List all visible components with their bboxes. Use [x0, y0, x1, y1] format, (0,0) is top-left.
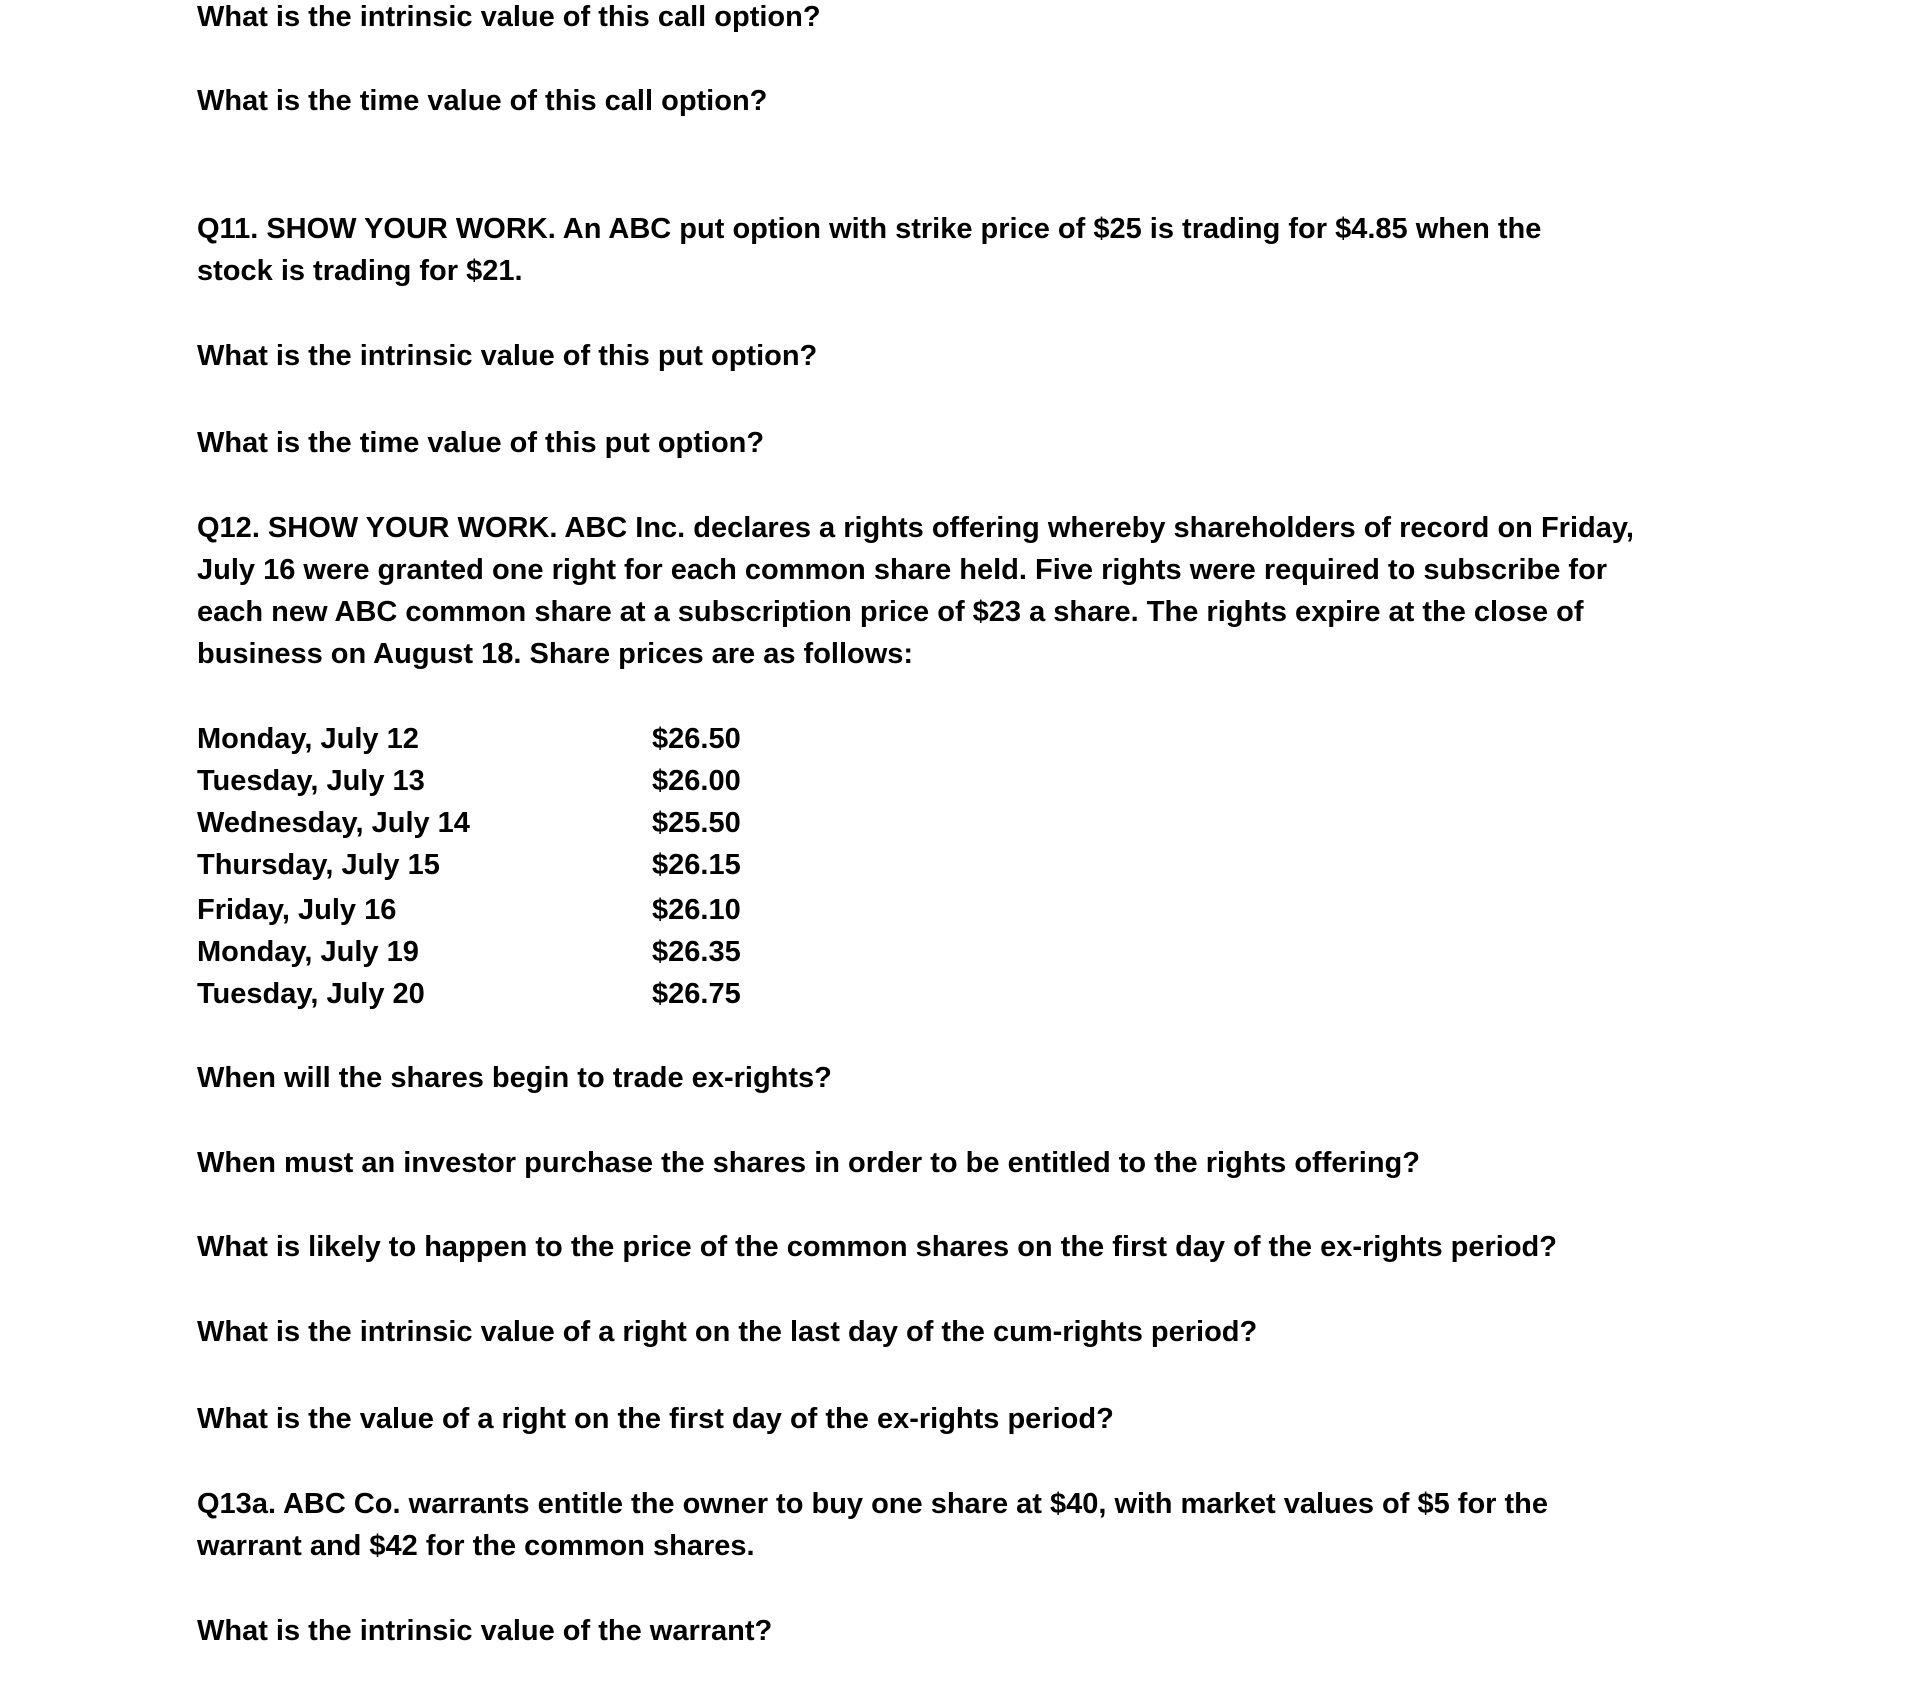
- price-date: Monday, July 12: [197, 723, 419, 755]
- q11-prompt-line-1: Q11. SHOW YOUR WORK. An ABC put option with strike price of $25 is trading for $4.85 when the: [197, 213, 1542, 245]
- q13a-prompt-line-1: Q13a. ABC Co. warrants entitle the owner to buy one share at $40, with market values of $5 for the: [197, 1488, 1549, 1520]
- q10-intrinsic-question: What is the intrinsic value of this call option?: [197, 1, 821, 33]
- q10-time-question: What is the time value of this call option?: [197, 85, 768, 117]
- q12-prompt-line-4: business on August 18. Share prices are as follows:: [197, 638, 914, 670]
- price-value: $25.50: [652, 807, 741, 839]
- price-date: Tuesday, July 13: [197, 765, 425, 797]
- price-value: $26.00: [652, 765, 741, 797]
- price-value: $26.10: [652, 894, 741, 926]
- price-date: Monday, July 19: [197, 936, 419, 968]
- q11-prompt-line-2: stock is trading for $21.: [197, 255, 523, 287]
- price-value: $26.50: [652, 723, 741, 755]
- q12-question-ex-rights-value: What is the value of a right on the first day of the ex-rights period?: [197, 1403, 1114, 1435]
- q13a-prompt-line-2: warrant and $42 for the common shares.: [197, 1530, 755, 1562]
- price-value: $26.15: [652, 849, 741, 881]
- q12-prompt-line-3: each new ABC common share at a subscription price of $23 a share. The rights expire at the close of: [197, 596, 1584, 628]
- q11-intrinsic-question: What is the intrinsic value of this put option?: [197, 340, 818, 372]
- q12-prompt-line-1: Q12. SHOW YOUR WORK. ABC Inc. declares a rights offering whereby shareholders of record on Friday,: [197, 512, 1634, 544]
- q12-question-cum-rights-value: What is the intrinsic value of a right on the last day of the cum-rights period?: [197, 1316, 1258, 1348]
- q12-prompt-line-2: July 16 were granted one right for each common share held. Five rights were required to subscribe for: [197, 554, 1608, 586]
- price-value: $26.75: [652, 978, 741, 1010]
- price-date: Thursday, July 15: [197, 849, 440, 881]
- q12-question-ex-rights-start: When will the shares begin to trade ex-rights?: [197, 1062, 832, 1094]
- q12-question-purchase-deadline: When must an investor purchase the shares in order to be entitled to the rights offering?: [197, 1147, 1420, 1179]
- q13a-intrinsic-question: What is the intrinsic value of the warrant?: [197, 1615, 773, 1647]
- price-date: Wednesday, July 14: [197, 807, 470, 839]
- q11-time-question: What is the time value of this put option?: [197, 427, 765, 459]
- q12-question-price-change: What is likely to happen to the price of the common shares on the first day of the ex-rights period?: [197, 1231, 1557, 1263]
- price-date: Friday, July 16: [197, 894, 397, 926]
- price-date: Tuesday, July 20: [197, 978, 425, 1010]
- price-value: $26.35: [652, 936, 741, 968]
